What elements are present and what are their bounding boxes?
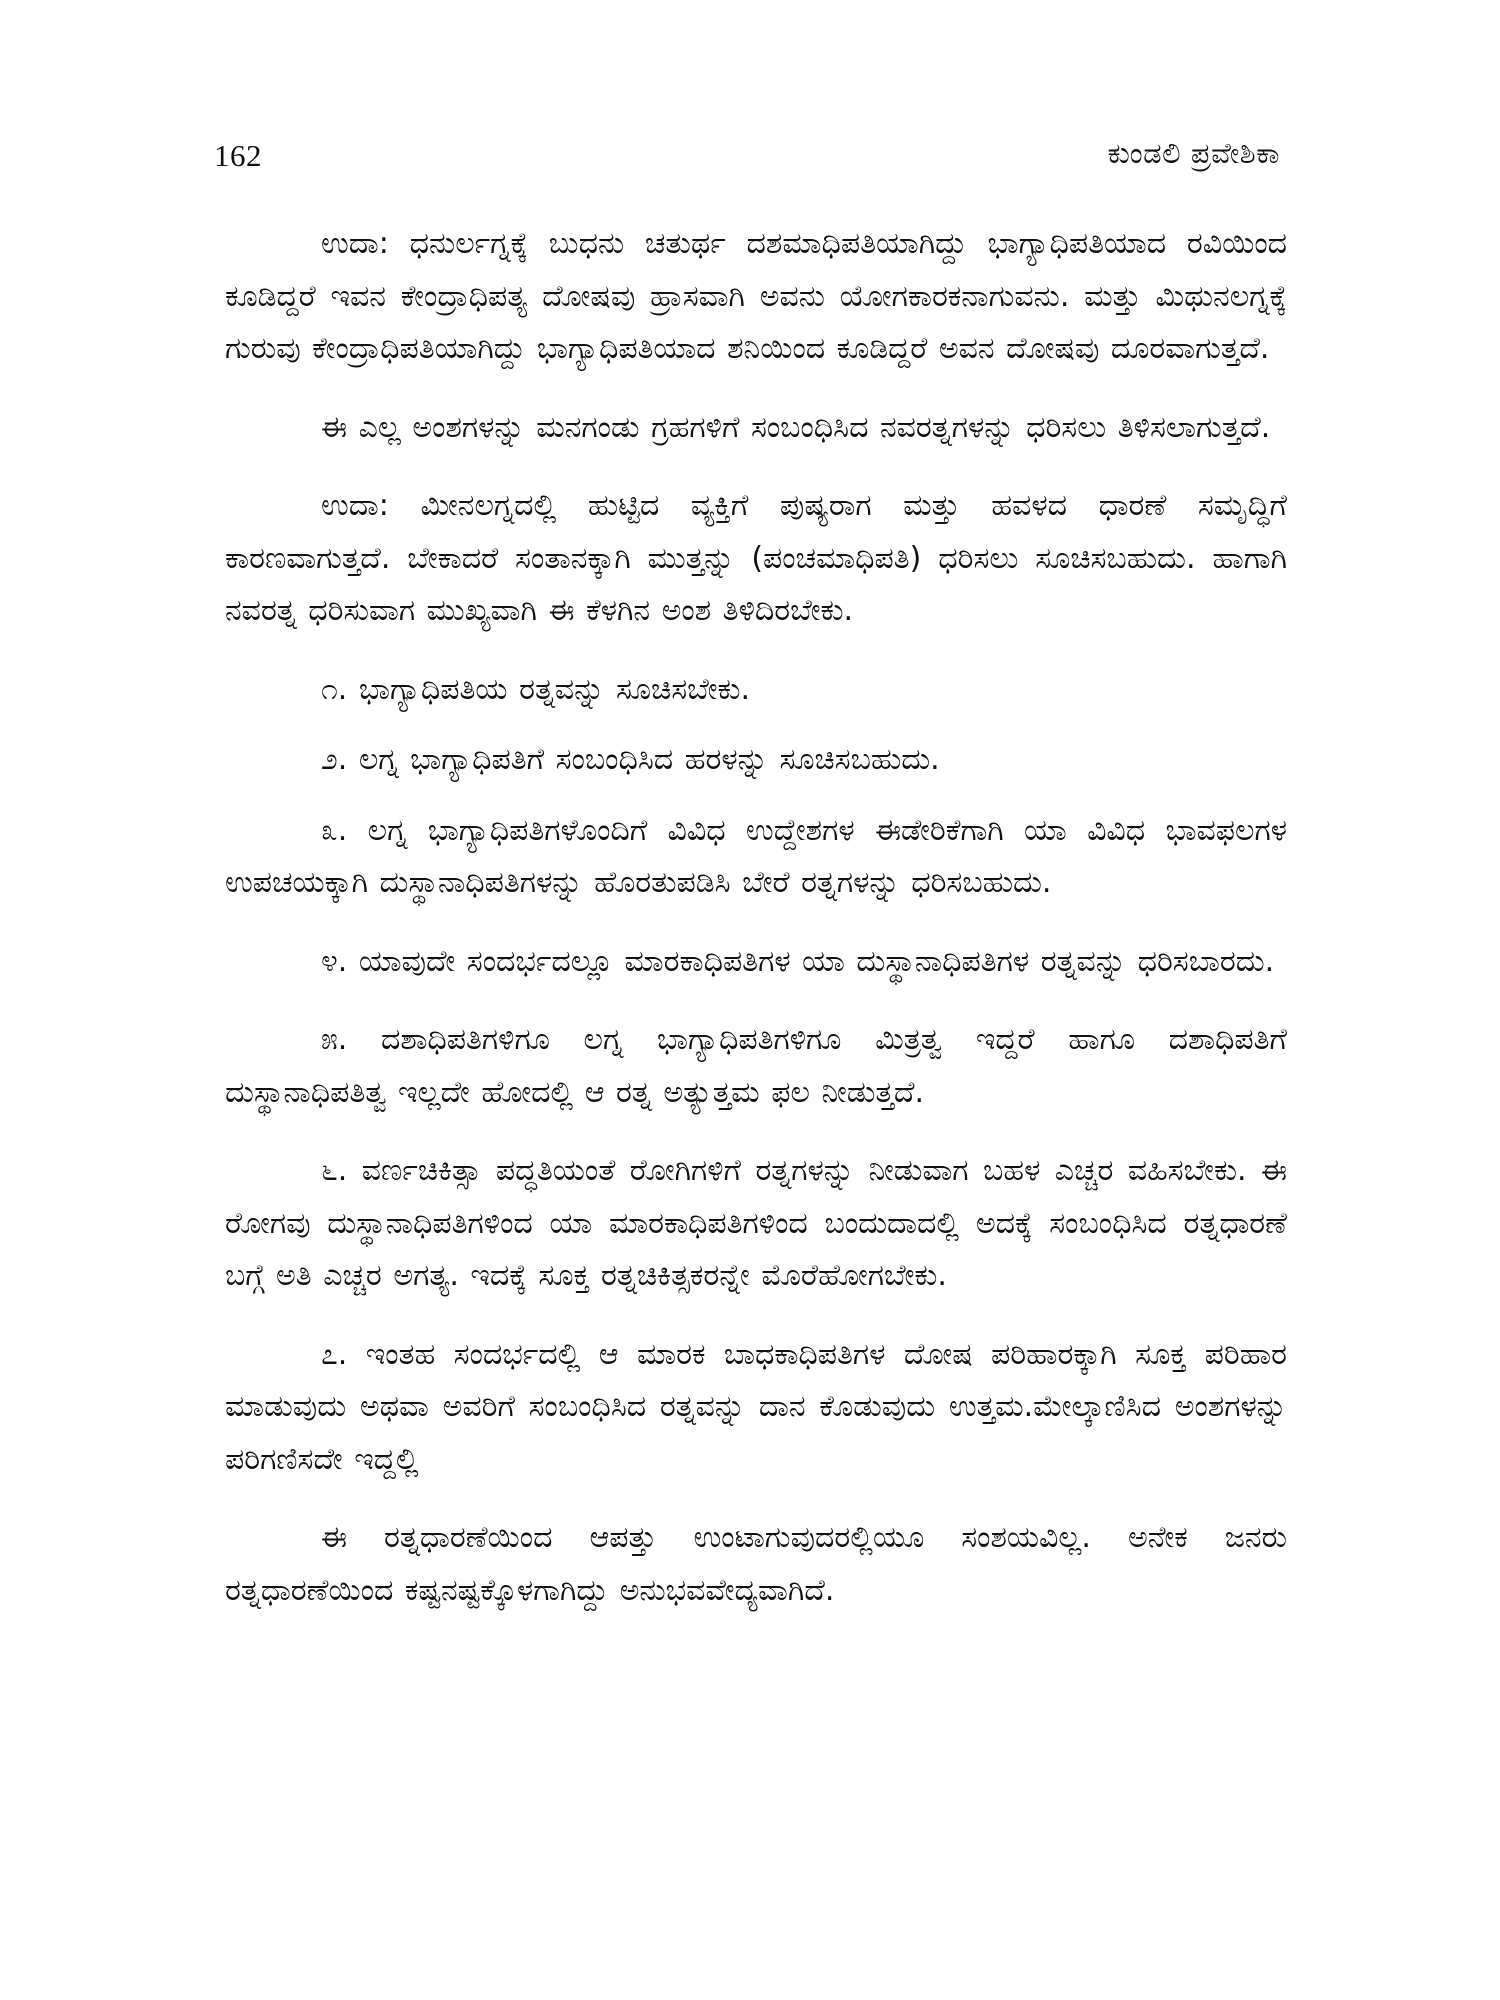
page-number: 162	[214, 138, 262, 173]
paragraph-navaratna-intro: ಈ ಎಲ್ಲ ಅಂಶಗಳನ್ನು ಮನಗಂಡು ಗ್ರಹಗಳಿಗೆ ಸಂಬಂಧಿಸಿದ ನವರತ್ನಗಳನ್ನು ಧರಿಸಲು ತಿಳಿಸಲಾಗುತ್ತದೆ.	[321, 409, 1271, 445]
running-title: ಕುಂಡಲಿ ಪ್ರವೇಶಿಕಾ	[1107, 136, 1280, 170]
body-text	[225, 218, 1287, 1617]
list-item-3: ೩. ಲಗ್ನ ಭಾಗ್ಯಾಧಿಪತಿಗಳೊಂದಿಗೆ ವಿವಿಧ ಉದ್ದೇಶಗಳ ಈಡೇರಿಕೆಗಾಗಿ ಯಾ ವಿವಿಧ ಭಾವಫಲಗಳ ಉಪಚಯಕ್ಕಾಗಿ ದುಸ್ಥಾನಾಧಿಪತಿಗಳನ್ನು ಹೊರತುಪಡಿಸಿ ಬೇರೆ ರತ್ನಗಳನ್ನು ಧರಿಸಬಹುದು.	[225, 812, 1287, 900]
list-item-6: ೬. ವರ್ಣಚಿಕಿತ್ಸಾ ಪದ್ಧತಿಯಂತೆ ರೋಗಿಗಳಿಗೆ ರತ್ನಗಳನ್ನು ನೀಡುವಾಗ ಬಹಳ ಎಚ್ಚರ ವಹಿಸಬೇಕು. ಈ ರೋಗವು ದುಸ್ಥಾನಾಧಿಪತಿಗಳಿಂದ ಯಾ ಮಾರಕಾಧಿಪತಿಗಳಿಂದ ಬಂದುದಾದಲ್ಲಿ ಅದಕ್ಕೆ ಸಂಬಂಧಿಸಿದ ರತ್ನಧಾರಣೆ ಬಗ್ಗೆ ಅತಿ ಎಚ್ಚರ ಅಗತ್ಯ. ಇದಕ್ಕೆ ಸೂಕ್ತ ರತ್ನಚಿಕಿತ್ಸಕರನ್ನೇ ಮೊರೆಹೋಗಬೇಕು.	[225, 1153, 1287, 1293]
list-item-5: ೫. ದಶಾಧಿಪತಿಗಳಿಗೂ ಲಗ್ನ ಭಾಗ್ಯಾಧಿಪತಿಗಳಿಗೂ ಮಿತ್ರತ್ವ ಇದ್ದರೆ ಹಾಗೂ ದಶಾಧಿಪತಿಗೆ ದುಸ್ಥಾನಾಧಿಪತಿತ್ವ ಇಲ್ಲದೇ ಹೋದಲ್ಲಿ ಆ ರತ್ನ ಅತ್ಯುತ್ತಮ ಫಲ ನೀಡುತ್ತದೆ.	[225, 1022, 1287, 1110]
list-item-1: ೧. ಭಾಗ್ಯಾಧಿಪತಿಯ ರತ್ನವನ್ನು ಸೂಚಿಸಬೇಕು.	[321, 671, 751, 707]
list-item-4: ೪. ಯಾವುದೇ ಸಂದರ್ಭದಲ್ಲೂ ಮಾರಕಾಧಿಪತಿಗಳ ಯಾ ದುಸ್ಥಾನಾಧಿಪತಿಗಳ ರತ್ನವನ್ನು ಧರಿಸಬಾರದು.	[321, 943, 1275, 979]
list-item-2: ೨. ಲಗ್ನ ಭಾಗ್ಯಾಧಿಪತಿಗೆ ಸಂಬಂಧಿಸಿದ ಹರಳನ್ನು ಸೂಚಿಸಬಹುದು.	[321, 742, 940, 777]
paragraph-closing: ಈ ರತ್ನಧಾರಣೆಯಿಂದ ಆಪತ್ತು ಉಂಟಾಗುವುದರಲ್ಲಿಯೂ ಸಂಶಯವಿಲ್ಲ. ಅನೇಕ ಜನರು ರತ್ನಧಾರಣೆಯಿಂದ ಕಷ್ಟನಷ್ಟಕ್ಕೊಳಗಾಗಿದ್ದು ಅನುಭವವೇದ್ಯವಾಗಿದೆ.	[225, 1520, 1287, 1608]
paragraph-example-dhanur-lagna: ಉದಾ: ಧನುರ್ಲಗ್ನಕ್ಕೆ ಬುಧನು ಚತುರ್ಥ ದಶಮಾಧಿಪತಿಯಾಗಿದ್ದು ಭಾಗ್ಯಾಧಿಪತಿಯಾದ ರವಿಯಿಂದ ಕೂಡಿದ್ದರೆ ಇವನ ಕೇಂದ್ರಾಧಿಪತ್ಯ ದೋಷವು ಹ್ರಾಸವಾಗಿ ಅವನು ಯೋಗಕಾರಕನಾಗುವನು. ಮತ್ತು ಮಿಥುನಲಗ್ನಕ್ಕೆ ಗುರುವು ಕೇಂದ್ರಾಧಿಪತಿಯಾಗಿದ್ದು ಭಾಗ್ಯಾಧಿಪತಿಯಾದ ಶನಿಯಿಂದ ಕೂಡಿದ್ದರೆ ಅವನ ದೋಷವು ದೂರವಾಗುತ್ತದೆ.	[225, 226, 1287, 366]
paragraph-example-meena-lagna: ಉದಾ: ಮೀನಲಗ್ನದಲ್ಲಿ ಹುಟ್ಟಿದ ವ್ಯಕ್ತಿಗೆ ಪುಷ್ಯರಾಗ ಮತ್ತು ಹವಳದ ಧಾರಣೆ ಸಮೃದ್ಧಿಗೆ ಕಾರಣವಾಗುತ್ತದೆ. ಬೇಕಾದರೆ ಸಂತಾನಕ್ಕಾಗಿ ಮುತ್ತನ್ನು (ಪಂಚಮಾಧಿಪತಿ) ಧರಿಸಲು ಸೂಚಿಸಬಹುದು. ಹಾಗಾಗಿ ನವರತ್ನ ಧರಿಸುವಾಗ ಮುಖ್ಯವಾಗಿ ಈ ಕೆಳಗಿನ ಅಂಶ ತಿಳಿದಿರಬೇಕು.	[225, 488, 1287, 628]
list-item-7: ೭. ಇಂತಹ ಸಂದರ್ಭದಲ್ಲಿ ಆ ಮಾರಕ ಬಾಧಕಾಧಿಪತಿಗಳ ದೋಷ ಪರಿಹಾರಕ್ಕಾಗಿ ಸೂಕ್ತ ಪರಿಹಾರ ಮಾಡುವುದು ಅಥವಾ ಅವರಿಗೆ ಸಂಬಂಧಿಸಿದ ರತ್ನವನ್ನು ದಾನ ಕೊಡುವುದು ಉತ್ತಮ.ಮೇಲ್ಕಾಣಿಸಿದ ಅಂಶಗಳನ್ನು ಪರಿಗಣಿಸದೇ ಇದ್ದಲ್ಲಿ	[225, 1336, 1287, 1477]
